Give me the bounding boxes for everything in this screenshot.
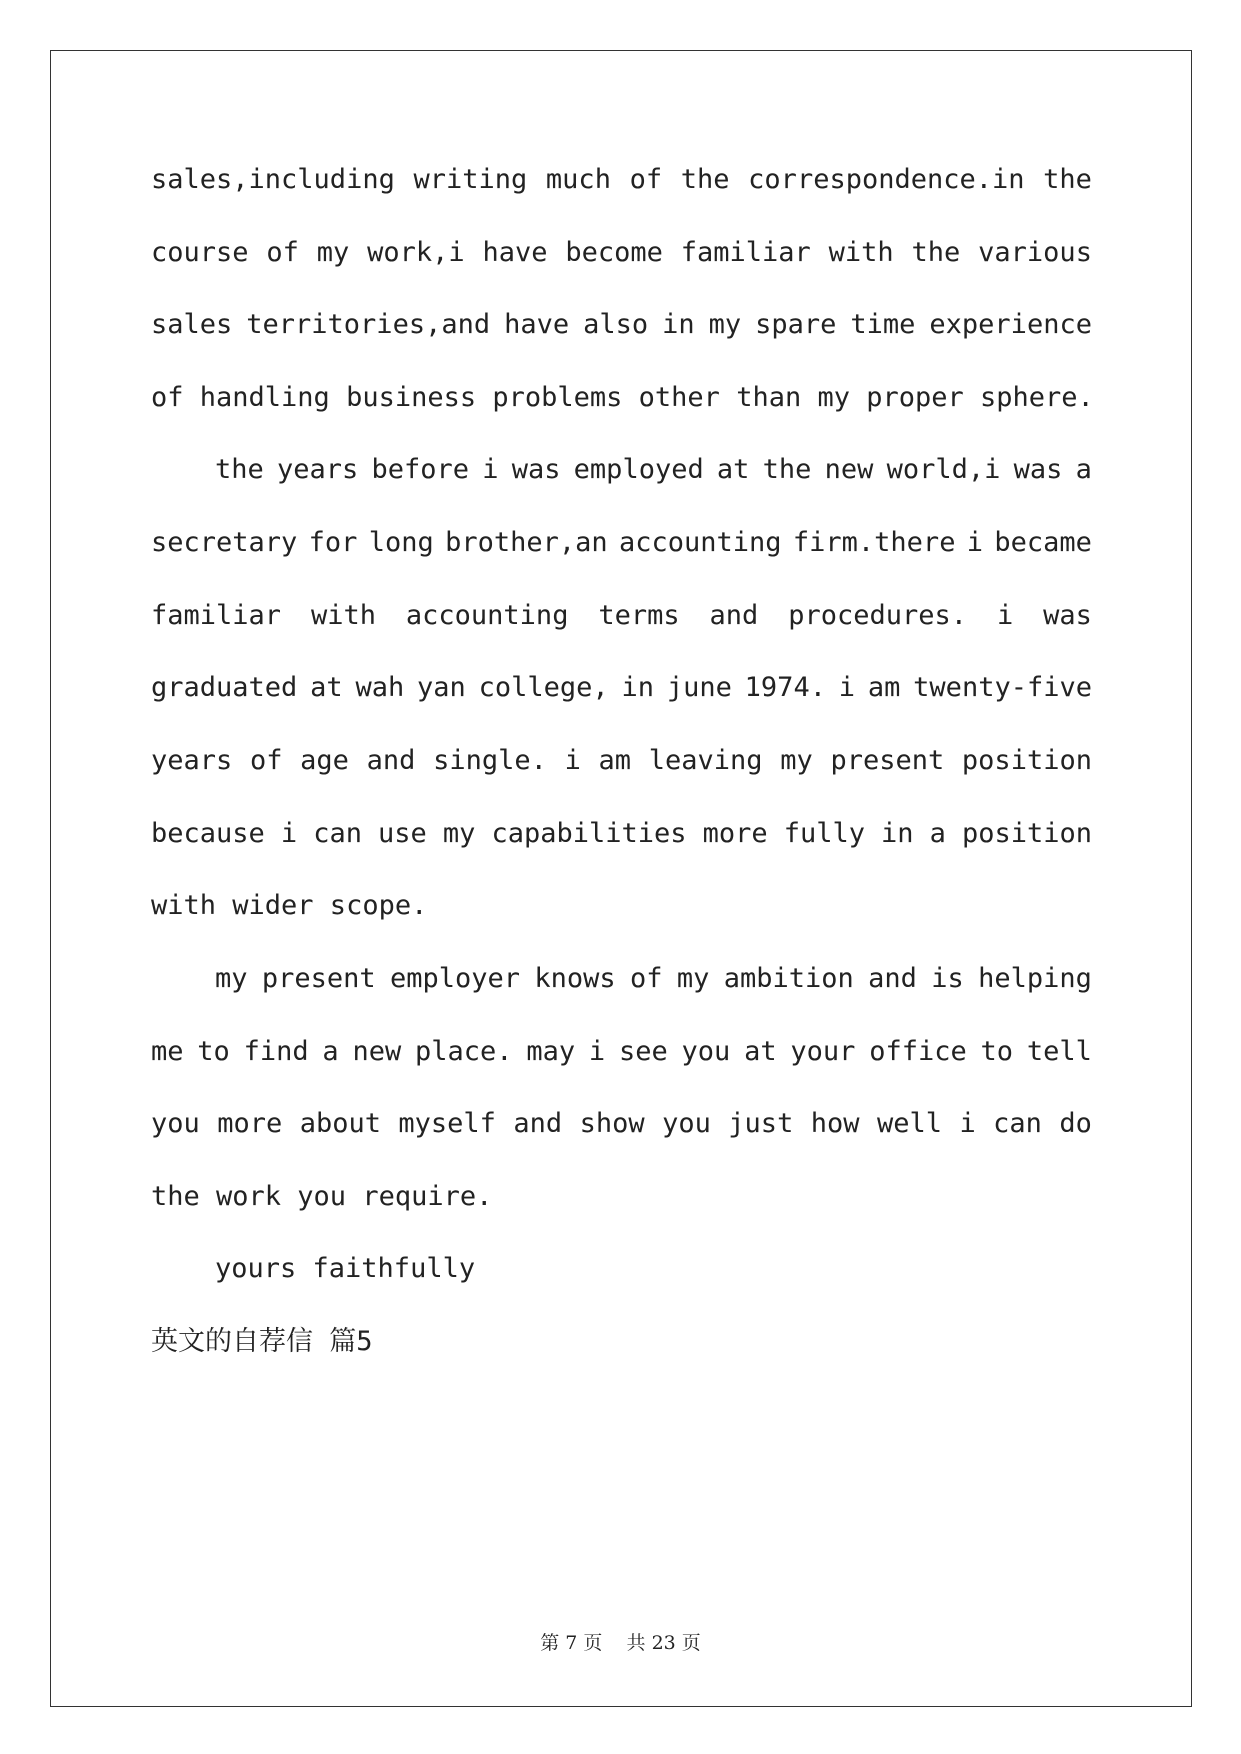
word: me bbox=[151, 1036, 184, 1067]
word: the bbox=[1043, 164, 1092, 195]
word: spare bbox=[755, 309, 837, 340]
word: i bbox=[838, 672, 856, 703]
word: may bbox=[526, 1036, 576, 1067]
word: because bbox=[151, 818, 265, 849]
word: twenty-five bbox=[913, 672, 1092, 703]
word: my bbox=[316, 237, 350, 268]
text-line: the work you require. bbox=[151, 1181, 493, 1212]
page-frame bbox=[50, 50, 1192, 1707]
word: college, bbox=[478, 672, 609, 703]
word: can bbox=[313, 818, 362, 849]
word: present bbox=[830, 745, 945, 776]
word: to bbox=[980, 1036, 1014, 1067]
word: show bbox=[579, 1108, 645, 1139]
word: you bbox=[151, 1108, 200, 1139]
word: about bbox=[299, 1108, 381, 1139]
word: a bbox=[929, 818, 946, 849]
word: at bbox=[716, 454, 750, 485]
word: how bbox=[810, 1108, 860, 1139]
word: at bbox=[744, 1036, 777, 1067]
word: just bbox=[728, 1108, 794, 1139]
word: find bbox=[243, 1036, 309, 1067]
word: my bbox=[780, 745, 813, 776]
word: i bbox=[482, 454, 499, 485]
word: became bbox=[994, 527, 1092, 558]
word: more bbox=[217, 1108, 283, 1139]
word: correspondence.in bbox=[748, 164, 1025, 195]
word: place. bbox=[415, 1036, 513, 1067]
text-line bbox=[151, 305, 1092, 345]
text-line bbox=[151, 814, 1092, 854]
word: see bbox=[618, 1036, 668, 1067]
word: you bbox=[681, 1036, 731, 1067]
word: firm.there bbox=[792, 527, 956, 558]
closing-signoff: yours faithfully bbox=[215, 1253, 476, 1284]
word: do bbox=[1059, 1108, 1092, 1139]
text-line bbox=[151, 741, 1092, 781]
paragraph-start-line bbox=[215, 450, 1092, 490]
word: work,i bbox=[367, 237, 465, 268]
word: of bbox=[629, 164, 663, 195]
word: employed bbox=[573, 454, 704, 485]
word: you bbox=[662, 1108, 711, 1139]
word: my bbox=[215, 963, 248, 994]
word: i bbox=[588, 1036, 606, 1067]
word: brother,an bbox=[445, 527, 608, 558]
word: i bbox=[280, 818, 298, 849]
word: myself bbox=[398, 1108, 496, 1139]
word: and bbox=[709, 600, 759, 631]
word: i bbox=[996, 600, 1014, 631]
word: sales,including bbox=[151, 164, 395, 195]
word: knows bbox=[534, 963, 616, 994]
word: my bbox=[708, 309, 742, 340]
word: in bbox=[662, 309, 695, 340]
word: a bbox=[322, 1036, 339, 1067]
text-line: with wider scope. bbox=[151, 890, 428, 921]
word: course bbox=[151, 237, 249, 268]
word: ambition bbox=[723, 963, 854, 994]
word: before bbox=[371, 454, 470, 485]
word: in bbox=[621, 672, 655, 703]
word: helping bbox=[978, 963, 1092, 994]
word: was bbox=[511, 454, 561, 485]
word: the bbox=[680, 164, 730, 195]
text-line bbox=[151, 523, 1092, 563]
word: secretary bbox=[151, 527, 298, 558]
word: have bbox=[504, 309, 570, 340]
word: i bbox=[966, 527, 984, 558]
text-line bbox=[151, 160, 1092, 200]
text-line bbox=[151, 1104, 1092, 1144]
word: time bbox=[850, 309, 916, 340]
word: capabilities bbox=[491, 818, 687, 849]
word: much bbox=[545, 164, 611, 195]
page-number-footer: 第 7 页 共 23 页 bbox=[540, 1632, 701, 1654]
text-line bbox=[151, 1032, 1092, 1072]
paragraph-start-line bbox=[215, 959, 1092, 999]
word: use bbox=[378, 818, 427, 849]
word: the bbox=[911, 237, 961, 268]
word: at bbox=[310, 672, 343, 703]
word: is bbox=[931, 963, 964, 994]
word: years bbox=[276, 454, 359, 485]
word: fully bbox=[783, 818, 865, 849]
word: territories,and bbox=[246, 309, 491, 340]
word: was bbox=[1043, 600, 1092, 631]
text-line bbox=[151, 233, 1092, 273]
word: various bbox=[978, 237, 1092, 268]
word: leaving bbox=[648, 745, 763, 776]
word: more bbox=[702, 818, 768, 849]
word: my bbox=[676, 963, 710, 994]
word: present bbox=[261, 963, 376, 994]
word: writing bbox=[413, 164, 528, 195]
word: yan bbox=[417, 672, 466, 703]
word: wah bbox=[355, 672, 405, 703]
word: accounting bbox=[619, 527, 782, 558]
text-line bbox=[151, 668, 1092, 708]
word: in bbox=[881, 818, 914, 849]
word: become bbox=[565, 237, 663, 268]
word: have bbox=[482, 237, 548, 268]
word: tell bbox=[1026, 1036, 1092, 1067]
word: your bbox=[790, 1036, 856, 1067]
word: also bbox=[583, 309, 649, 340]
word: am bbox=[598, 745, 632, 776]
word: the bbox=[215, 454, 264, 485]
word: familiar bbox=[151, 600, 282, 631]
word: i bbox=[564, 745, 581, 776]
word: office bbox=[869, 1036, 967, 1067]
word: new bbox=[824, 454, 874, 485]
word: i bbox=[959, 1108, 976, 1139]
word: employer bbox=[390, 963, 521, 994]
word: june bbox=[666, 672, 732, 703]
word: am bbox=[867, 672, 901, 703]
word: of bbox=[266, 237, 299, 268]
word: graduated bbox=[151, 672, 298, 703]
word: sales bbox=[151, 309, 233, 340]
word: and bbox=[868, 963, 917, 994]
word: accounting bbox=[405, 600, 569, 631]
word: new bbox=[352, 1036, 402, 1067]
word: of bbox=[249, 745, 283, 776]
word: world,i bbox=[886, 454, 1001, 485]
word: to bbox=[197, 1036, 230, 1067]
word: procedures. bbox=[788, 600, 968, 631]
word: my bbox=[442, 818, 476, 849]
word: for bbox=[308, 527, 358, 558]
word: well bbox=[876, 1108, 943, 1139]
word: a bbox=[1075, 454, 1092, 485]
word: can bbox=[993, 1108, 1042, 1139]
word: the bbox=[762, 454, 812, 485]
word: years bbox=[151, 745, 233, 776]
word: long bbox=[368, 527, 434, 558]
word: with bbox=[828, 237, 894, 268]
text-line bbox=[151, 596, 1092, 636]
word: and bbox=[513, 1108, 563, 1139]
word: single. bbox=[433, 745, 547, 776]
section-heading: 英文的自荐信 篇5 bbox=[151, 1326, 373, 1357]
word: terms bbox=[598, 600, 680, 631]
word: was bbox=[1013, 454, 1063, 485]
word: age bbox=[300, 745, 349, 776]
word: and bbox=[366, 745, 416, 776]
word: experience bbox=[929, 309, 1092, 340]
word: position bbox=[961, 745, 1092, 776]
word: with bbox=[310, 600, 376, 631]
word: familiar bbox=[680, 237, 811, 268]
text-line: of handling business problems other than my proper sphere. bbox=[151, 382, 1094, 413]
word: position bbox=[961, 818, 1092, 849]
word: of bbox=[630, 963, 663, 994]
word: 1974. bbox=[744, 672, 826, 703]
